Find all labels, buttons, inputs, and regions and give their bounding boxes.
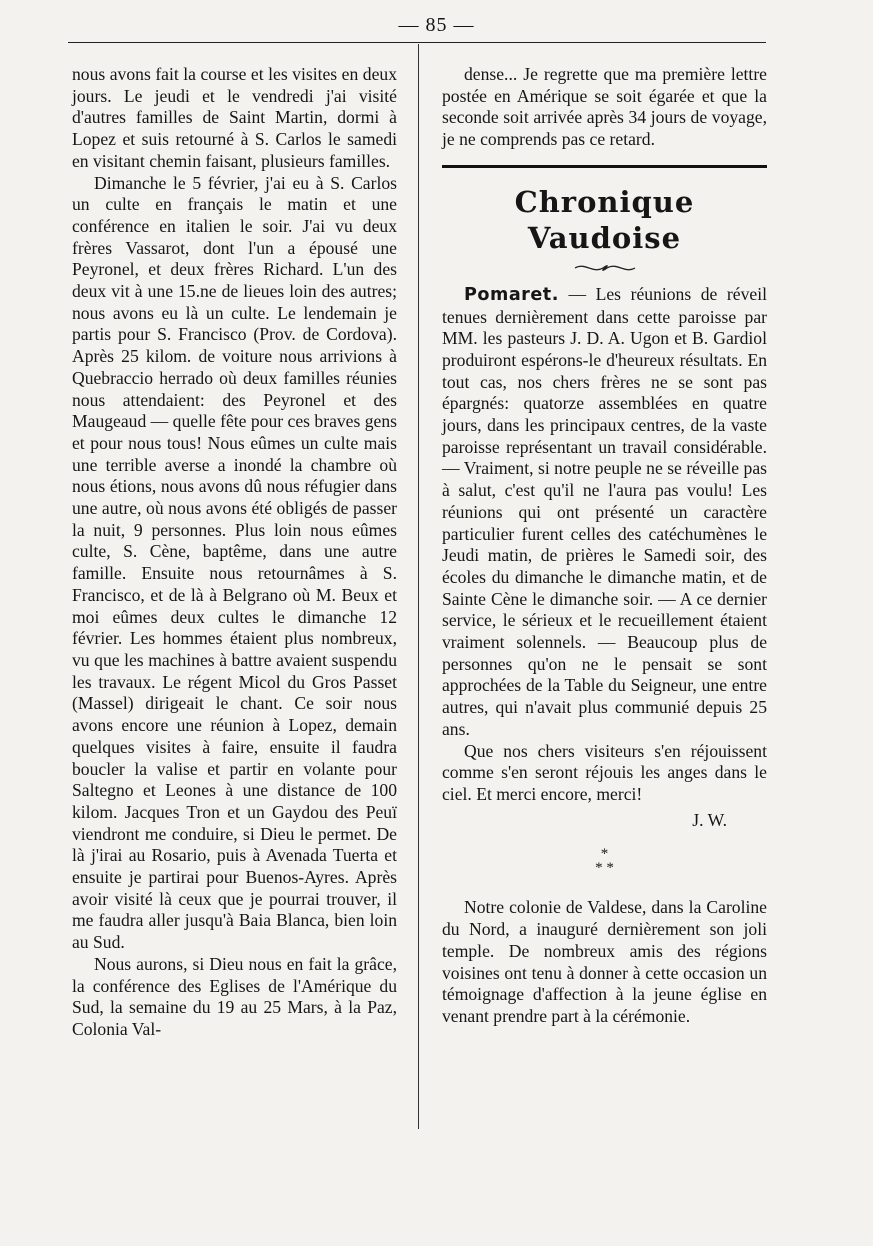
closing-paragraph: Que nos chers visiteurs s'en réjouissent comme s'en seront réjouis les anges dans le ciel. Et merci encore, merci! bbox=[442, 740, 767, 804]
asterism-top: * bbox=[600, 846, 609, 863]
asterism-bottom: * * bbox=[595, 860, 614, 877]
section-title: Chronique Vaudoise bbox=[514, 184, 695, 255]
pomaret-paragraph bbox=[442, 284, 767, 741]
page-number: — 85 — bbox=[398, 14, 475, 36]
letter-continuation: dense... Je regrette que ma première lettre postée en Amérique se soit égarée et que la seconde soit arrivée après 34 jours de voyage, je ne comprends pas ce retard. bbox=[442, 64, 767, 150]
ornament-flourish-icon bbox=[442, 258, 767, 272]
run-in-heading: Pomaret. bbox=[464, 284, 559, 305]
asterism bbox=[442, 847, 767, 875]
left-column bbox=[72, 64, 397, 1041]
paragraph: Nous aurons, si Dieu nous en fait la grâce, la conférence des Eglises de l'Amérique du Sud, la semaine du 19 au 25 Mars, à la Paz, Colonia Val- bbox=[72, 953, 397, 1039]
header-rule bbox=[68, 42, 766, 43]
section-rule bbox=[442, 165, 767, 168]
column-divider bbox=[418, 44, 419, 1129]
signature: J. W. bbox=[692, 809, 727, 830]
valdese-paragraph: Notre colonie de Valdese, dans la Caroline du Nord, a inauguré dernièrement son joli temple. De nombreux amis des régions voisines ont tenu à donner à cette occasion un témoignage d'affection à la jeune église en venant prendre part à la cérémonie. bbox=[442, 897, 767, 1026]
right-column bbox=[442, 64, 767, 1028]
paragraph: nous avons fait la course et les visites en deux jours. Le jeudi et le vendredi j'ai visité d'autres familles de Saint Martin, dormi à Lopez et suis retourné à S. Carlos le samedi en visitant chemin faisant, plusieurs familles. bbox=[72, 64, 397, 171]
paragraph: Dimanche le 5 février, j'ai eu à S. Carlos un culte en français le matin et une conférence en italien le soir. J'ai vu deux frères Vassarot, dont l'un a épousé une Peyronel, et deux frères Richard. L'un des deux vit à une 15.ne de lieues loin des autres; nous avons eu là un culte. Le lendemain je partis pour S. Francisco (Prov. de Cordova). Après 25 kilom. de voiture nous arrivions à Quebraccio herrado où deux familles réunies nous attendaient: des Peyronel et des Maugeaud — quelle fête pour ces braves gens et pour nous tous! Nous eûmes un culte mais une terrible averse a inondé la chambre où nous étions, nous avons dû nous réfugier dans une autre, où nous avons été obligés de passer la nuit, 9 personnes. Plus loin nous eûmes culte, S. Cène, baptême, dans une autre famille. Ensuite nous retournâmes à S. Francisco, et de là à Belgrano où M. Beux et moi eûmes deux cultes le dimanche 12 février. Les hommes étaient plus nombreux, vu que les machines à battre avaient suspendu les travaux. Le régent Micol du Gros Passet (Massel) dirigeait le chant. Ce soir nous avons encore une réunion à Lopez, demain quelques visites à faire, ensuite il faudra boucler la valise et partir en volante pour Saltegno et Leones à une distance de 100 kilom. Jacques Tron et un Gaydou des Peuï viendront me conduire, si Dieu le permet. De là j'irai au Rosario, puis à Avenada Tuerta et ensuite je partirai pour Buenos-Ayres. Après avoir visité là ceux que je pourrai trouver, il me faudra aller jusqu'à Baia Blanca, bien loin au Sud. bbox=[72, 172, 397, 953]
paragraph-text: — Les réunions de réveil tenues dernièrement dans cette paroisse par MM. les pasteurs J. D. A. Ugon et B. Gardiol produiront espérons-le d'heureux résultats. En tout cas, nos chers frères ne se sont pas épargnés: quatorze assemblées en quatre jours, dans les principaux centres, de la vaste paroisse représentant un travail considérable. — Vraiment, si notre peuple ne se réveille pas à salut, c'est qu'il ne l'aura pas voulu! Les réunions qui ont présenté un caractère particulier furent celles des catéchumènes le Jeudi matin, de prières le Samedi soir, des écoles du dimanche le dimanche matin, et de Sainte Cène le dimanche soir. — A ce dernier service, le sérieux et le recueillement étaient vraiment solennels. — Beaucoup plus de personnes qu'on ne le pensait se sont approchées de la Table du Seigneur, une entre autres, qui n'avait plus communié depuis 25 ans. bbox=[442, 283, 767, 739]
